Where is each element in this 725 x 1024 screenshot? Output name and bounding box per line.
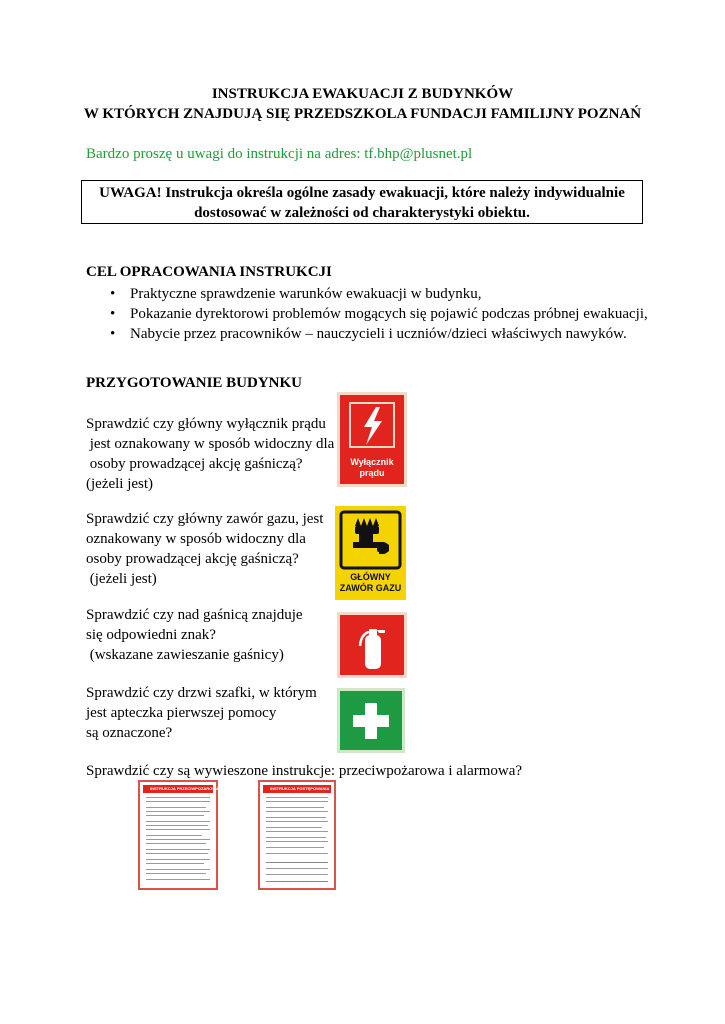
check-gas (86, 509, 336, 589)
warning-line2: dostosować w zależności od charakterystyki obiektu. (194, 205, 530, 221)
procedure-instruction-document (258, 780, 336, 890)
first-aid-sign (337, 688, 405, 753)
check-electric (86, 414, 336, 494)
check-line: Sprawdzić czy drzwi szafki, w którym (86, 685, 317, 701)
check-line: są oznaczone? (86, 725, 173, 741)
procedure-instruction-title: INSTRUKCJA POSTĘPOWANIA (270, 786, 330, 791)
warning-line1: UWAGA! Instrukcja określa ogólne zasady ewakuacji, które należy indywidualnie (99, 185, 625, 201)
check-line: oznakowany w sposób widoczny dla (86, 531, 306, 547)
first-aid-cross-icon (340, 691, 402, 750)
check-line: się odpowiedni znak? (86, 627, 216, 643)
document-title-line1: INSTRUKCJA EWAKUACJI Z BUDYNKÓW (211, 86, 514, 102)
check-first-aid (86, 683, 336, 743)
gas-valve-sign (335, 506, 406, 600)
warning-box (81, 180, 643, 224)
goal-heading: CEL OPRACOWANIA INSTRUKCJI (86, 264, 332, 280)
check-line: (jeżeli jest) (86, 571, 157, 587)
check-line: (jeżeli jest) (86, 476, 154, 492)
check-extinguisher (86, 605, 336, 665)
list-item: • Nabycie przez pracowników – nauczycieli i uczniów/dzieci właściwych nawyków. (86, 324, 686, 344)
check-line: osoby prowadzącej akcję gaśniczą? (86, 551, 299, 567)
list-item: • Praktyczne sprawdzenie warunków ewakuacji w budynku, (86, 284, 686, 304)
gas-valve-icon (335, 506, 406, 572)
gas-sign-label-1: GŁÓWNY (350, 572, 391, 582)
electric-switch-sign (337, 392, 407, 487)
goal-list (86, 284, 686, 344)
check-line: Sprawdzić czy główny wyłącznik prądu (86, 416, 326, 432)
check-instructions: Sprawdzić czy są wywieszone instrukcje: przeciwpożarowa i alarmowa? (86, 763, 523, 779)
extinguisher-sign (337, 612, 407, 678)
building-heading: PRZYGOTOWANIE BUDYNKU (86, 375, 302, 391)
check-line: osoby prowadzącej akcję gaśniczą? (86, 456, 303, 472)
gas-sign-label-2: ZAWÓR GAZU (339, 583, 402, 593)
lightning-icon (340, 397, 404, 457)
check-line: jest apteczka pierwszej pomocy (86, 705, 277, 721)
check-line: jest oznakowany w sposób widoczny dla (86, 436, 335, 452)
check-line: Sprawdzić czy główny zawór gazu, jest (86, 511, 324, 527)
list-item: • Pokazanie dyrektorowi problemów mogących się pojawić podczas próbnej ewakuacji, (86, 304, 686, 324)
fire-instruction-title: INSTRUKCJA PRZECIWPOŻAROWA (150, 786, 219, 791)
electric-sign-label-1: Wyłącznik (350, 457, 394, 467)
electric-sign-label-2: prądu (359, 468, 385, 478)
fire-extinguisher-icon (340, 615, 404, 675)
contact-note: Bardzo proszę u uwagi do instrukcji na adres: tf.bhp@plusnet.pl (86, 146, 473, 162)
fire-instruction-document (138, 780, 218, 890)
check-line: Sprawdzić czy nad gaśnicą znajduje (86, 607, 303, 623)
check-line: (wskazane zawieszanie gaśnicy) (86, 647, 284, 663)
document-title-line2: W KTÓRYCH ZNAJDUJĄ SIĘ PRZEDSZKOLA FUNDACJI FAMILIJNY POZNAŃ (83, 106, 642, 122)
